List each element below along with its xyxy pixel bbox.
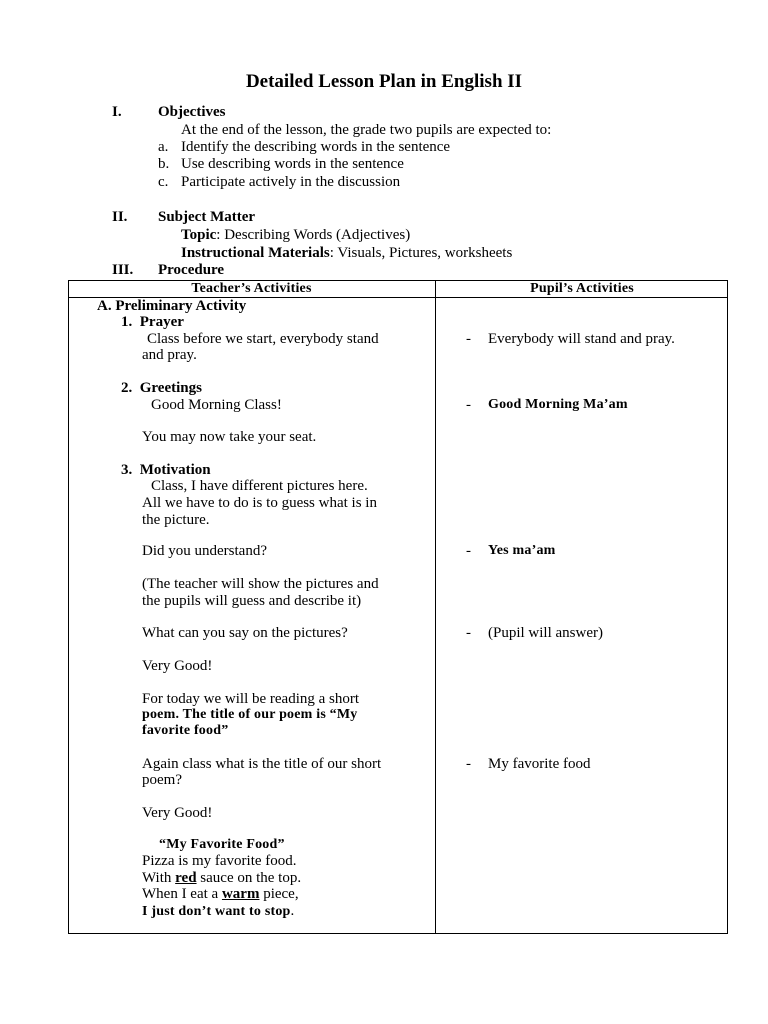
materials-label: Instructional Materials: [181, 245, 330, 261]
poem-adjective-red: red: [175, 870, 197, 886]
motivation-line-11: favorite food”: [142, 723, 229, 738]
objective-letter-c: c.: [158, 174, 169, 190]
greetings-teacher-line-2: You may now take your seat.: [142, 429, 317, 445]
prayer-pupil-dash: -: [466, 331, 471, 347]
teacher-activities-header: Teacher’s Activities: [191, 281, 312, 296]
procedure-numeral: III.: [112, 262, 134, 278]
motivation-dash-3: -: [466, 756, 471, 772]
poem-line-1: Pizza is my favorite food.: [142, 853, 297, 869]
poem-line-3-end: piece,: [259, 886, 299, 902]
motivation-line-13: poem?: [142, 772, 182, 788]
materials-line: [181, 245, 512, 262]
objective-letter-a: a.: [158, 139, 169, 155]
motivation-pupil-response-2: (Pupil will answer): [488, 625, 603, 641]
motivation-line-2: All we have to do is to guess what is in: [142, 495, 377, 511]
poem-line-2-end: sauce on the top.: [196, 870, 302, 886]
poem-line-3-start: When I eat a: [142, 886, 222, 902]
motivation-line-10: poem. The title of our poem is “My: [142, 707, 358, 722]
motivation-line-1: Class, I have different pictures here.: [151, 478, 368, 494]
objective-item-a: Identify the describing words in the sentence: [181, 139, 451, 155]
greetings-heading: 2. Greetings: [121, 380, 202, 396]
objectives-intro: At the end of the lesson, the grade two pupils are expected to:: [181, 122, 552, 138]
subject-matter-numeral: II.: [112, 209, 128, 225]
poem-line-2-start: With: [142, 870, 176, 886]
motivation-dash-1: -: [466, 543, 471, 559]
prayer-pupil-response: Everybody will stand and pray.: [488, 331, 675, 347]
greetings-pupil-response: Good Morning Ma’am: [488, 397, 628, 412]
page-title: Detailed Lesson Plan in English II: [245, 71, 523, 92]
motivation-line-9: For today we will be reading a short: [142, 691, 360, 707]
poem-line-3: [142, 886, 299, 903]
poem-adjective-warm: warm: [221, 886, 260, 902]
motivation-line-5: (The teacher will show the pictures and: [142, 576, 379, 592]
poem-line-4: [142, 903, 294, 921]
motivation-line-8: Very Good!: [142, 658, 213, 674]
motivation-pupil-response-3: My favorite food: [488, 756, 591, 772]
materials-value: : Visuals, Pictures, worksheets: [329, 245, 513, 261]
motivation-line-3: the picture.: [142, 512, 210, 528]
motivation-heading: 3. Motivation: [121, 462, 211, 478]
pupil-activities-header: Pupil’s Activities: [530, 281, 634, 296]
motivation-line-14: Very Good!: [142, 805, 213, 821]
greetings-pupil-dash: -: [466, 397, 471, 413]
prayer-heading: 1. Prayer: [121, 314, 184, 330]
motivation-line-4: Did you understand?: [142, 543, 267, 559]
subject-matter-heading: Subject Matter: [158, 209, 256, 225]
procedure-heading: Procedure: [158, 262, 225, 278]
motivation-dash-2: -: [466, 625, 471, 641]
topic-label: Topic: [181, 227, 217, 243]
table-column-divider: [435, 280, 436, 934]
topic-line: [181, 227, 410, 244]
motivation-line-6: the pupils will guess and describe it): [142, 593, 362, 609]
greetings-teacher-line-1: Good Morning Class!: [151, 397, 282, 413]
objectives-heading: Objectives: [158, 104, 226, 120]
topic-value: : Describing Words (Adjectives): [216, 227, 411, 243]
section-preliminary-activity: A. Preliminary Activity: [97, 298, 247, 314]
poem-line-4-text: I just don’t want to stop: [142, 904, 291, 919]
motivation-pupil-response-1: Yes ma’am: [488, 543, 556, 558]
poem-line-2: [142, 870, 301, 887]
objective-item-b: Use describing words in the sentence: [181, 156, 404, 172]
objective-letter-b: b.: [158, 156, 170, 172]
poem-line-4-period: .: [290, 903, 295, 919]
objective-item-c: Participate actively in the discussion: [181, 174, 401, 190]
poem-title: “My Favorite Food”: [159, 837, 285, 852]
motivation-line-7: What can you say on the pictures?: [142, 625, 348, 641]
prayer-teacher-line-1: Class before we start, everybody stand: [147, 331, 379, 347]
motivation-line-12: Again class what is the title of our short: [142, 756, 382, 772]
objectives-numeral: I.: [112, 104, 122, 120]
prayer-teacher-line-2: and pray.: [142, 347, 197, 363]
